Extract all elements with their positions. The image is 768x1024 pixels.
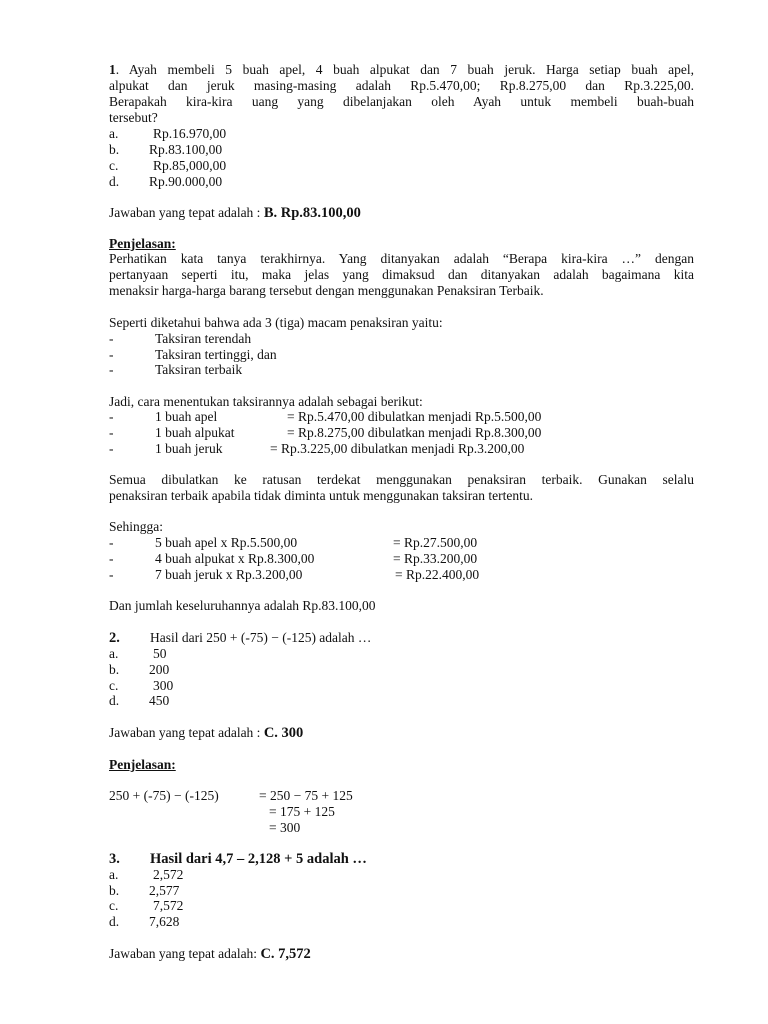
document-page: 1. Ayah membeli 5 buah apel, 4 buah alpukat dan 7 buah jeruk. Harga setiap buah apel, alpukat dan jeruk masing-masing adalah Rp.5.470,00; Rp.8.275,00 dan Rp.3.225,00. Berapakah kira-kira uang yang dibelanjakan oleh Ayah untuk membeli buah-buah tersebut? a. Rp.16.970,00 b. Rp.83.100,00 c. Rp.85,000,00 d. Rp.90.000,00 Jawaban yang tepat adalah : B. Rp.83.100,00 Penjelasan: Perhatikan kata tanya terakhirnya. Yang ditanyakan adalah “Berapa kira-kira …” dengan pertanyaan seperti itu, maka jelas yang dimaksud dan ditanyakan adalah bagaimana kita menaksir harga-harga barang tersebut dengan menggunakan Penaksiran Terbaik. Seperti diketahui bahwa ada 3 (tiga) macam penaksiran yaitu: - Taksiran terendah - Taksiran tertinggi, dan - Taksiran terbaik Jadi, cara menentukan taksirannya adalah sebagai berikut: - 1 buah apel = Rp.5.470,00 dibulatkan menjadi Rp.5.500,00 - 1 buah alpukat = Rp.8.275,00 dibulatkan menjadi Rp.8.300,00 - 1 buah jeruk = Rp.3.225,00 dibulatkan menjadi Rp.3.200,00 Semua dibulatkan ke ratusan terdekat menggunakan penaksiran terbaik. Gunakan selalu penaksiran terbaik apabila tidak diminta untuk menggunakan taksiran tertentu. Sehingga: - 5 buah apel x Rp.5.500,00 = Rp.27.500,00 - 4 buah alpukat x Rp.8.300,00 = Rp.33.200,00 - 7 buah jeruk x Rp.3.200,00 = Rp.22.400,00 Dan jumlah keseluruhannya adalah Rp.83.100,00 2. Hasil dari 250 + (-75) − (-125) adalah … a. 50 b. 200 c. 300 d. 450 Jawaban yang tepat adalah : C. 300 Penjelasan: 250 + (-75) − (-125) = 250 − 75 + 125 = 175 + 125 = 300 3. Hasil dari 4,7 – 2,128 + 5 adalah … a. 2,572 b. 2,577 c. 7,572 d. 7,628 Jawaban yang tepat adalah: C. 7,572 xyxy=(109,62,694,962)
q2-penjelasan-title: Penjelasan: xyxy=(109,757,176,772)
question-2-text: Hasil dari 250 + (-75) − (-125) adalah … xyxy=(150,630,372,645)
q2-answer-value: C. 300 xyxy=(263,725,304,741)
question-1-number: 1 xyxy=(109,62,116,77)
question-3-text: Hasil dari 4,7 – 2,128 + 5 adalah … xyxy=(150,851,367,867)
q3-answer-value: C. 7,572 xyxy=(260,946,311,962)
q3-answer: Jawaban yang tepat adalah: C. 7,572 xyxy=(109,946,311,962)
q1-sehingga: Sehingga: xyxy=(109,519,163,534)
q1-answer-value: B. Rp.83.100,00 xyxy=(263,205,361,221)
q1-rounding-note: Semua dibulatkan ke ratusan terdekat menggunakan penaksiran terbaik. Gunakan selalu penaksiran terbaik apabila tidak diminta untuk menggunakan taksiran tertentu. xyxy=(109,472,694,503)
q2-answer: Jawaban yang tepat adalah : C. 300 xyxy=(109,725,304,741)
q1-penjelasan-title: Penjelasan: xyxy=(109,236,176,251)
q1-taksiran-intro: Seperti diketahui bahwa ada 3 (tiga) macam penaksiran yaitu: xyxy=(109,315,443,330)
q1-explanation-paragraph: Perhatikan kata tanya terakhirnya. Yang ditanyakan adalah “Berapa kira-kira …” dengan pertanyaan seperti itu, maka jelas yang dimaksud dan ditanyakan adalah bagaimana kita menaksir harga-harga barang tersebut dengan menggunakan Penaksiran Terbaik. xyxy=(109,251,694,298)
question-3-number: 3. xyxy=(109,851,120,867)
question-1-text: 1. Ayah membeli 5 buah apel, 4 buah alpukat dan 7 buah jeruk. Harga setiap buah apel, alpukat dan jeruk masing-masing adalah Rp.5.470,00; Rp.8.275,00 dan Rp.3.225,00. Berapakah kira-kira uang yang dibelanjakan oleh Ayah untuk membeli buah-buah tersebut? xyxy=(109,62,694,125)
question-2-number: 2. xyxy=(109,630,120,646)
q1-total: Dan jumlah keseluruhannya adalah Rp.83.100,00 xyxy=(109,598,376,613)
q1-rounding-intro: Jadi, cara menentukan taksirannya adalah sebagai berikut: xyxy=(109,394,423,409)
q1-answer: Jawaban yang tepat adalah : B. Rp.83.100,00 xyxy=(109,205,361,221)
